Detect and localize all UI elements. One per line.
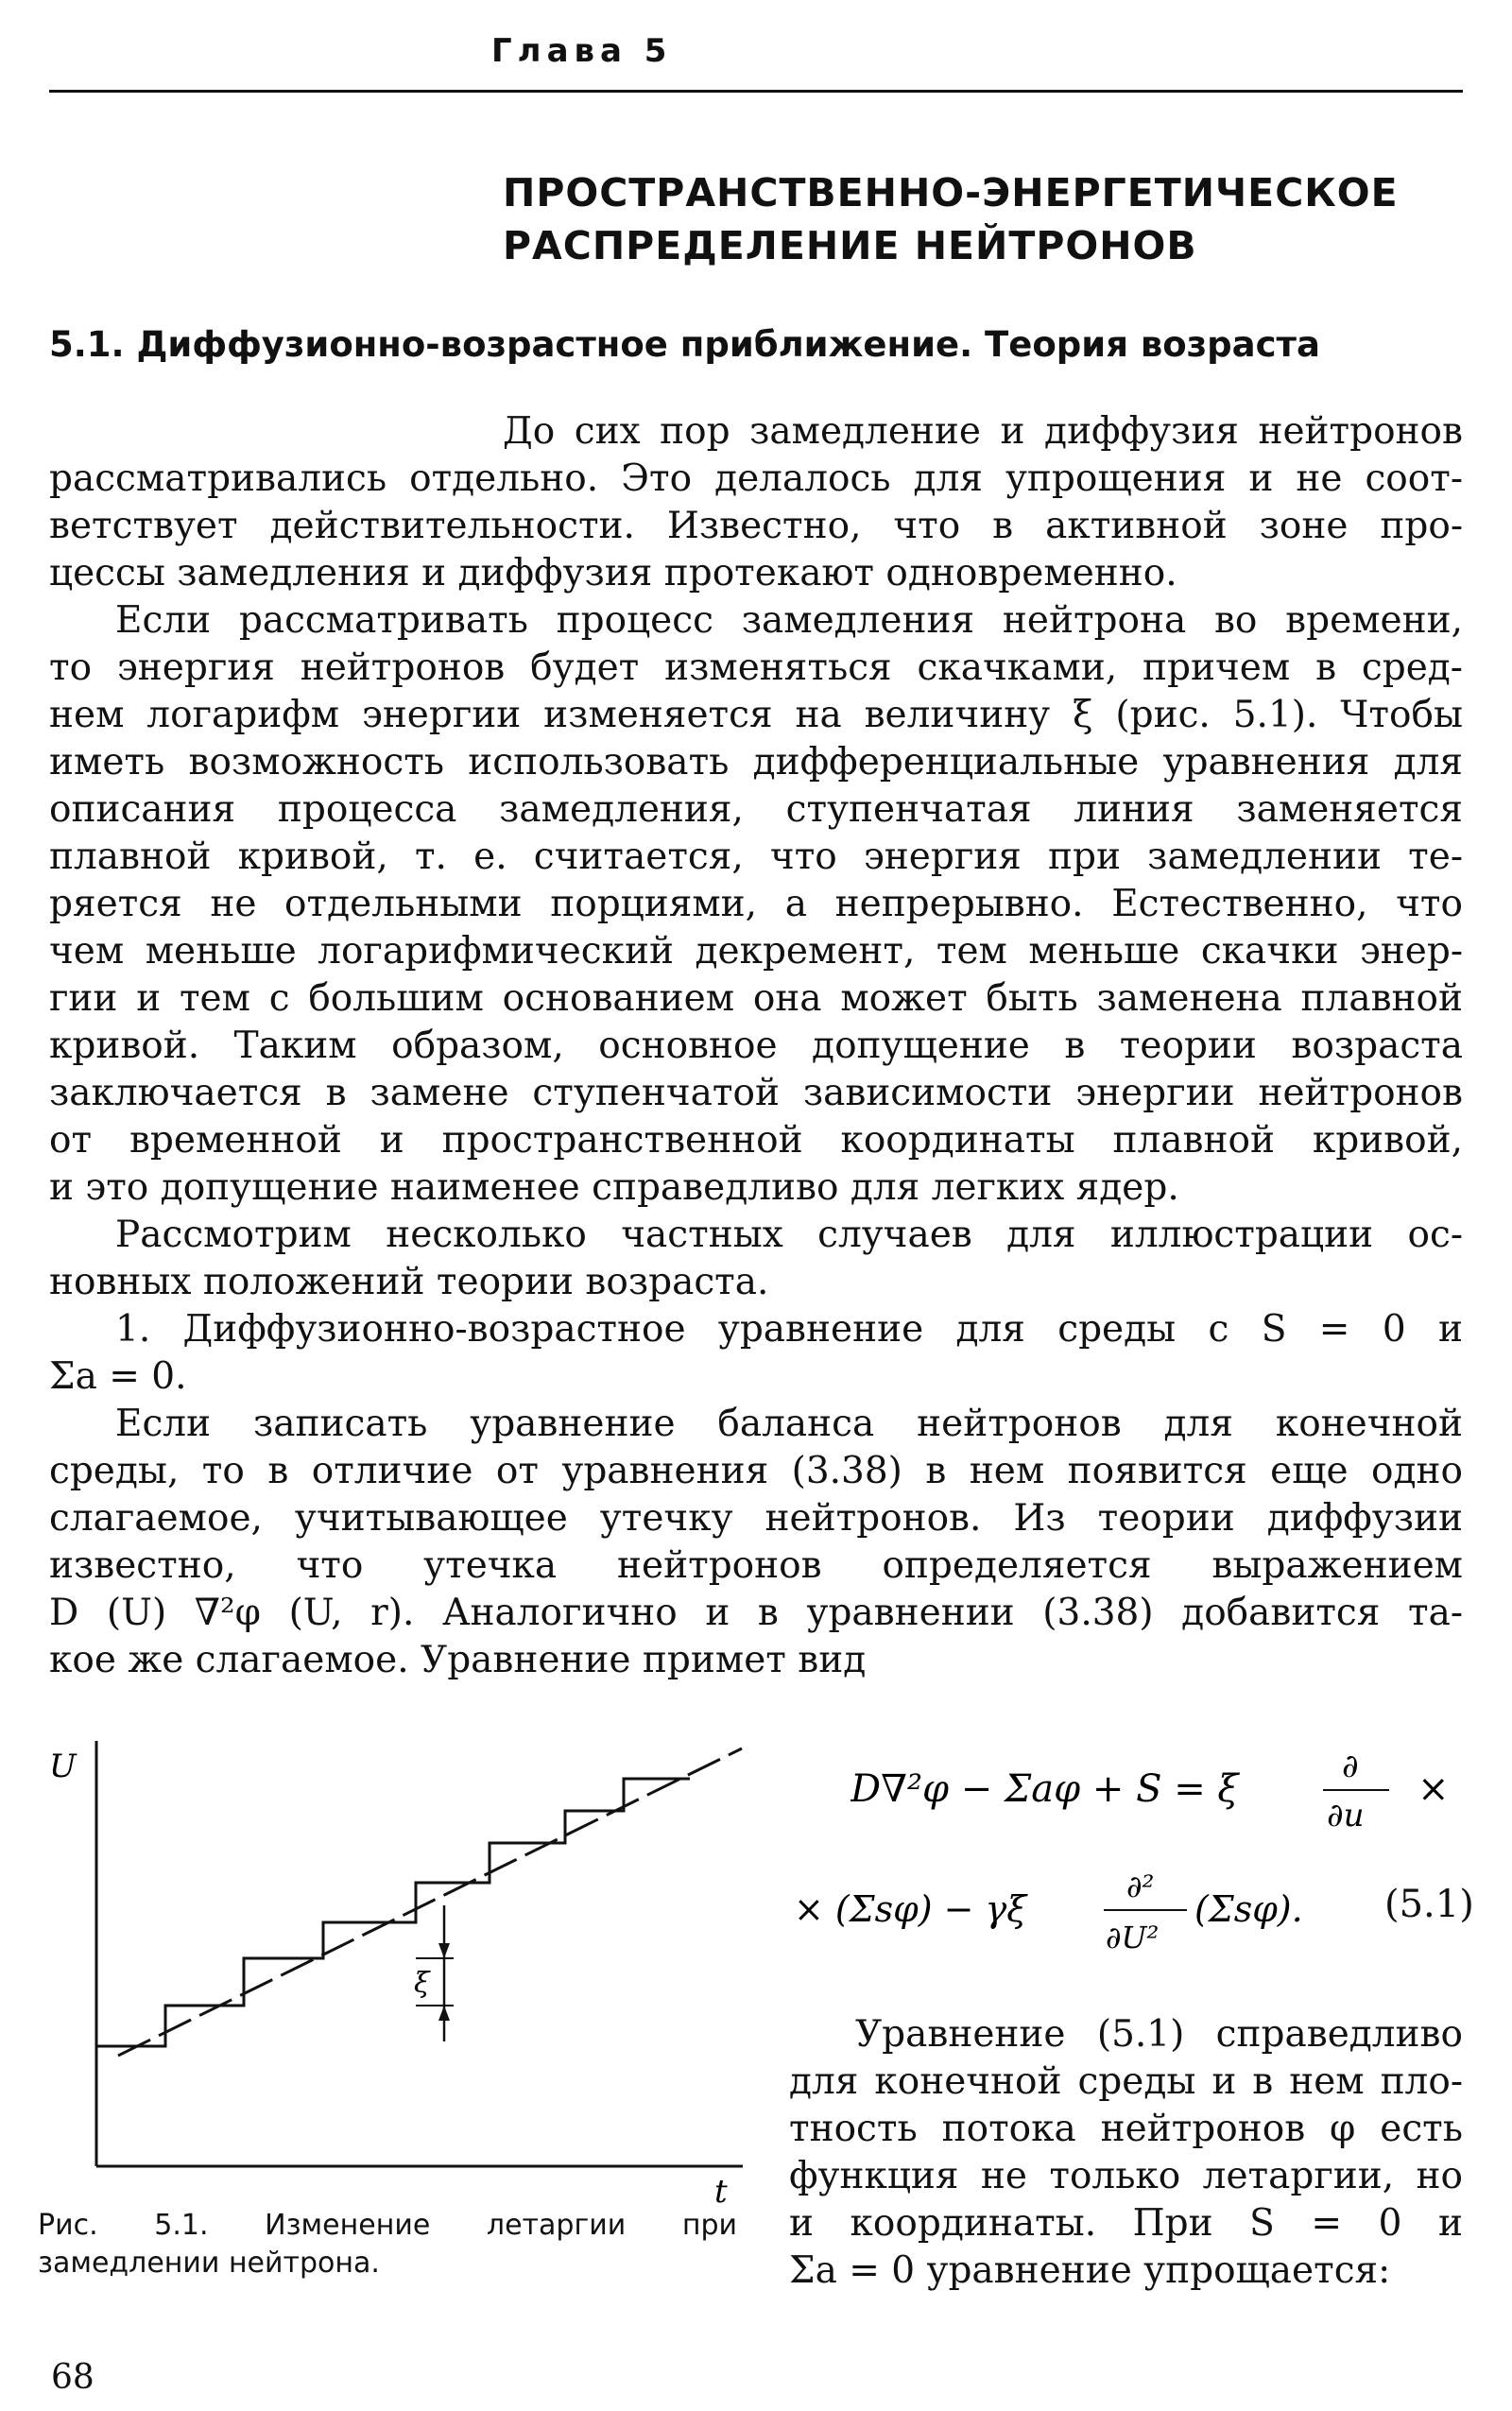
smooth-approximation-line	[118, 1748, 742, 2056]
paragraph-line: известно, что утечка нейтронов определяется выражением	[49, 1544, 1463, 1587]
paragraph-line: от временной и пространственной координаты плавной кривой,	[49, 1119, 1463, 1162]
paragraph-line: функция не только летаргии, но	[789, 2155, 1463, 2197]
step-marker-arrow-up	[438, 2006, 450, 2021]
paragraph-line: гии и тем с большим основанием она может быть заменена плавной	[49, 977, 1463, 1020]
x-axis-label: t	[714, 2173, 728, 2211]
paragraph-line: Σa = 0.	[49, 1355, 187, 1398]
paragraph-line: и координаты. При S = 0 и	[789, 2202, 1463, 2245]
paragraph-line: иметь возможность использовать дифференциальные уравнения для	[49, 741, 1463, 784]
paragraph-line: кривой. Таким образом, основное допущение в теории возраста	[49, 1025, 1463, 1067]
figure-caption	[38, 2207, 737, 2282]
equation-tail: (Σsφ).	[1194, 1888, 1303, 1930]
paragraph-line: Если записать уравнение баланса нейтронов для конечной	[115, 1403, 1463, 1445]
paragraph-line: Σa = 0 уравнение упрощается:	[789, 2249, 1391, 2292]
paragraph-line: Рассмотрим несколько частных случаев для иллюстрации ос-	[115, 1214, 1463, 1256]
equation-head: × (Σsφ) − γξ	[794, 1888, 1027, 1930]
paragraph-line: заключается в замене ступенчатой зависимости энергии нейтронов	[49, 1072, 1463, 1114]
section-title: 5.1. Диффузионно-возрастное приближение. Теория возраста	[49, 324, 1320, 365]
paragraph-line: описания процесса замедления, ступенчатая линия заменяется	[49, 788, 1463, 831]
equation-number: (5.1)	[1384, 1883, 1474, 1926]
paragraph-line: нем логарифм энергии изменяется на величину ξ (рис. 5.1). Чтобы	[49, 694, 1463, 736]
paragraph-line: новных положений теории возраста.	[49, 1261, 769, 1303]
y-axis-label: U	[49, 1748, 77, 1785]
caption-line: замедлении нейтрона.	[38, 2247, 380, 2280]
paragraph-line: Уравнение (5.1) справедливо	[855, 2013, 1463, 2056]
fraction-numerator: ∂	[1342, 1748, 1359, 1785]
chapter-title-line: РАСПРЕДЕЛЕНИЕ НЕЙТРОНОВ	[503, 223, 1197, 268]
paragraph-line: плавной кривой, т. е. считается, что энергия при замедлении те-	[49, 835, 1463, 878]
step-label: ξ	[414, 1967, 430, 2000]
equation-line-1	[850, 1739, 1474, 1843]
fraction-numerator: ∂²	[1126, 1869, 1155, 1904]
paragraph-line: чем меньше логарифмический декремент, тем меньше скачки энер-	[49, 930, 1463, 973]
caption-line: Рис. 5.1. Изменение летаргии при	[38, 2209, 737, 2242]
equation-lhs: D∇²φ − Σaφ + S = ξ	[850, 1767, 1239, 1811]
paragraph-line: кое же слагаемое. Уравнение примет вид	[49, 1639, 867, 1681]
paragraph-line: 1. Диффузионно-возрастное уравнение для среды с S = 0 и	[115, 1308, 1463, 1351]
paragraph-line: для конечной среды и в нем пло-	[789, 2060, 1463, 2103]
staircase-line	[96, 1779, 690, 2046]
paragraph-line: Если рассматривать процесс замедления нейтрона во времени,	[115, 599, 1463, 642]
equation-tail: ×	[1418, 1767, 1450, 1811]
chapter-title-line: ПРОСТРАНСТВЕННО-ЭНЕРГЕТИЧЕСКОЕ	[503, 170, 1399, 215]
fraction-denominator: ∂u	[1327, 1797, 1365, 1834]
paragraph-line: слагаемое, учитывающее утечку нейтронов. Из теории диффузии	[49, 1497, 1463, 1540]
paragraph-line: До сих пор замедление и диффузия нейтронов	[503, 410, 1463, 453]
paragraph-line: среды, то в отличие от уравнения (3.38) в нем появится еще одно	[49, 1450, 1463, 1492]
paragraph-line: и это допущение наименее справедливо для легких ядер.	[49, 1166, 1179, 1209]
paragraph-line: тность потока нейтронов φ есть	[789, 2108, 1463, 2150]
page-number: 68	[51, 2358, 94, 2397]
equation-line-2	[794, 1857, 1474, 1971]
paragraph-line: цессы замедления и диффузия протекают одновременно.	[49, 552, 1177, 594]
chapter-title	[503, 166, 1448, 272]
paragraph-line: рассматривались отдельно. Это делалось для упрощения и не соот-	[49, 457, 1463, 500]
header-rule	[49, 90, 1463, 93]
paragraph-line: D (U) ∇²φ (U, r). Аналогично и в уравнении (3.38) добавится та-	[49, 1592, 1463, 1634]
step-marker-arrow-down	[438, 1943, 450, 1958]
paragraph-line: ряется не отдельными порциями, а непрерывно. Естественно, что	[49, 883, 1463, 925]
lethargy-step-figure	[38, 1730, 756, 2259]
body-text	[49, 408, 1463, 1684]
right-column-text	[789, 2011, 1463, 2295]
fraction-denominator: ∂U²	[1106, 1920, 1160, 1955]
chapter-header: Глава 5	[491, 32, 673, 70]
paragraph-line: ветствует действительности. Известно, что в активной зоне про-	[49, 505, 1463, 547]
paragraph-line: то энергия нейтронов будет изменяться скачками, причем в сред-	[49, 646, 1463, 689]
